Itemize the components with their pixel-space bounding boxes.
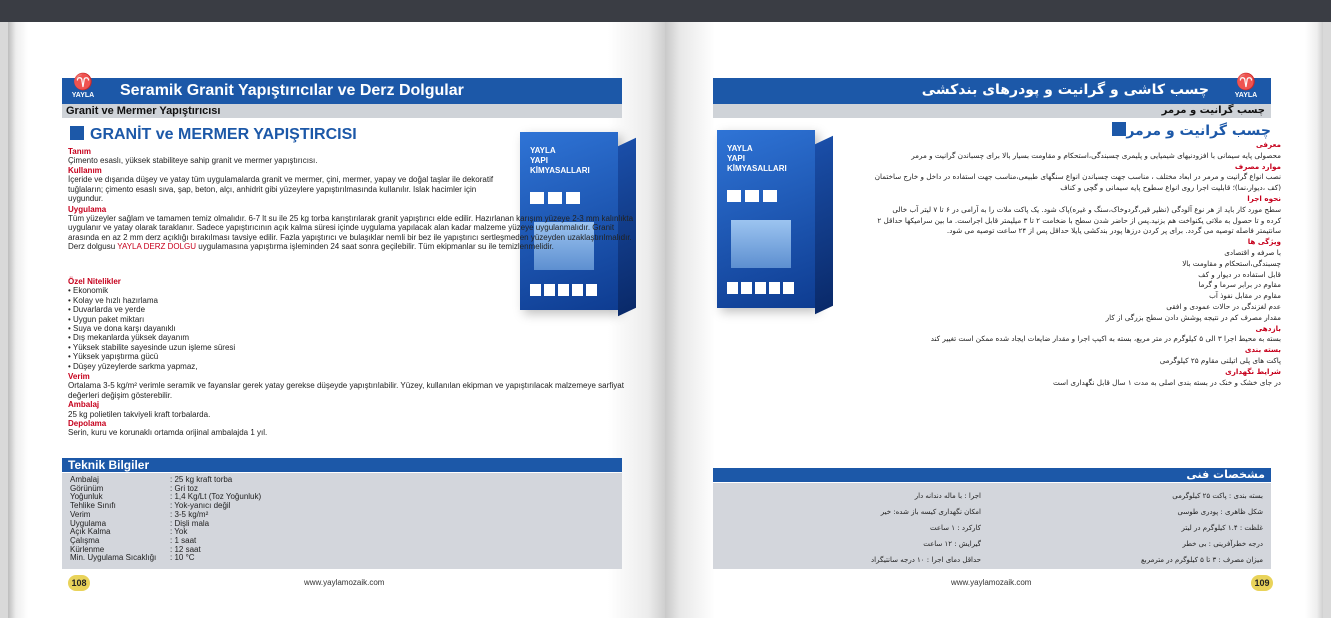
left-page bbox=[8, 22, 665, 618]
table-row: درجه خطرآفرینی : بی خطر bbox=[1182, 540, 1263, 548]
section-title: بازدهی bbox=[1255, 323, 1281, 333]
depolama-text: Serin, kuru ve korunaklı ortamda orijinal ambalajda 1 yıl. bbox=[68, 428, 268, 438]
teknik-col-1 bbox=[1023, 488, 1263, 568]
section-title: موارد مصرف bbox=[1234, 161, 1281, 171]
yayla-logo: ♈ YAYLA bbox=[66, 74, 100, 108]
left-heading: GRANİT ve MERMER YAPIŞTIRCISI bbox=[70, 126, 357, 144]
right-page bbox=[665, 22, 1323, 618]
section-title: بسته بندی bbox=[1244, 345, 1281, 355]
section-title-kullanim: Kullanım bbox=[68, 165, 102, 175]
derz-dolgu-highlight: YAYLA DERZ DOLGU bbox=[117, 242, 197, 252]
teknik-table bbox=[62, 473, 622, 569]
right-teknik-table bbox=[713, 483, 1271, 569]
table-row: Ambalaj : 25 kg kraft torba bbox=[70, 475, 233, 484]
section-title-ambalaj: Ambalaj bbox=[68, 400, 100, 410]
product-box-image: YAYLA YAPI KİMYASALLARI bbox=[717, 130, 815, 308]
list-item: • Kolay ve hızlı hazırlama bbox=[68, 295, 158, 305]
section-title: ویژگی ها bbox=[1247, 237, 1281, 247]
table-row: Yoğunluk : 1,4 Kg/Lt (Toz Yoğunluk) bbox=[70, 492, 262, 502]
section-title: معرفی bbox=[1256, 140, 1281, 149]
right-banner bbox=[713, 74, 1271, 104]
tanim-text: Çimento esaslı, yüksek stabiliteye sahip granit ve mermer yapıştırıcısı. bbox=[68, 156, 318, 166]
table-row: Görünüm : Gri toz bbox=[70, 483, 199, 493]
list-item: • Uygun paket miktarı bbox=[68, 314, 145, 324]
table-row: Uygulama : Dişli mala bbox=[70, 518, 210, 528]
table-row: گیرایش : ۱۲ ساعت bbox=[923, 540, 981, 548]
section-title: شرایط نگهداری bbox=[1225, 366, 1281, 376]
ram-head-icon: ♈ bbox=[73, 74, 93, 91]
list-item: مقاوم در مقابل نفوذ آب bbox=[1209, 291, 1281, 301]
right-teknik-header: مشخصات فنی bbox=[713, 468, 1271, 482]
ram-head-icon: ♈ bbox=[1236, 74, 1256, 91]
section-title-depolama: Depolama bbox=[68, 419, 107, 429]
left-banner-title: Seramik Granit Yapıştırıcılar ve Derz Dolgular bbox=[120, 82, 464, 99]
right-heading: چسب گرانیت و مرمر bbox=[871, 122, 1271, 139]
ozel-list bbox=[68, 286, 368, 371]
table-row: غلظت : ۱.۴ کیلوگرم در لیتر bbox=[1181, 524, 1263, 532]
uygulama-paragraph: Tüm yüzeyler sağlam ve tamamen temiz olmalıdır. 6-7 lt su ile 25 kg torba karıştırılarak granit yapıştırıcı elde edilir. Hazırlanan karışım yüzeye 2-3 mm kalınlıkta uygulanır ve yatay olarak taraklanır. Sadece yapıştırıcının açık kalma süresi içinde uygulama yapılacak alan kadar malzeme yüzeye uygulanmalıdır. Granit arasında en az 2 mm derz açıklığı bırakılması tavsiye edilir. Fazla yapıştırıcı ve bulaşıklar nemli bir bez ile yapıştırıcı sertleşmeden yüzeyden uzaklaştırılmalıdır. Derz dolgusu YAYLA DERZ DOLGU uygulamasına yapıştırma işleminden 24 saat sonra geçilebilir. Tüm ekipmanlar su ile temizlenmelidir. bbox=[68, 214, 634, 252]
list-item: عدم لغزندگی در حالات عمودی و افقی bbox=[1166, 301, 1281, 311]
section-title-ozel: Özel Nitelikler bbox=[68, 277, 121, 286]
right-subtitle: چسب گرانیت و مرمر bbox=[1161, 105, 1265, 116]
list-item: مقدار مصرف کم در نتیجه پوشش دادن سطح بزرگی از کار bbox=[1105, 312, 1281, 322]
table-row: بسته بندی : پاکت ۲۵ کیلوگرمی bbox=[1172, 492, 1263, 500]
right-banner-title: چسب کاشی و گرانیت و پودرهای بندکشی bbox=[921, 82, 1209, 98]
ozel-nitelikler bbox=[68, 277, 368, 371]
teknik-header: Teknik Bilgiler bbox=[62, 458, 622, 472]
list-item: • Yüksek yapıştırma gücü bbox=[68, 352, 159, 362]
table-row: حداقل دمای اجرا : ۱۰ درجه سانتیگراد bbox=[871, 556, 981, 564]
verim-text: Ortalama 3-5 kg/m² verimle seramik ve fayanslar gerek yatay gerekse düşeyde yapıştırılabilir. Yüzey, kullanılan ekipman ve yapıştırılacak malzemeye sarfiyat değerleri değişim gösterebilir. bbox=[68, 381, 624, 400]
section-title-uygulama: Uygulama bbox=[68, 205, 107, 215]
list-item: • Ekonomik bbox=[68, 286, 109, 296]
table-row: Min. Uygulama Sıcaklığı : 10 °C bbox=[70, 553, 195, 563]
building-picture bbox=[731, 220, 791, 268]
ambalaj-text: 25 kg polietilen takviyeli kraft torbalarda. bbox=[68, 409, 211, 419]
left-subtitle: Granit ve Mermer Yapıştırıcısı bbox=[66, 105, 221, 117]
left-body bbox=[68, 147, 508, 215]
teknik-col-2 bbox=[751, 488, 981, 568]
section-title: نحوه اجرا bbox=[1247, 193, 1281, 203]
list-item: • Dış mekanlarda yüksek dayanım bbox=[68, 333, 190, 343]
right-body: معرفی محصولی پایه سیمانی با افزودنیهای شیمیایی و پلیمری چسبندگی،استحکام و مقاومت بسیار بالا برای چسباندن گرانیت و مرمر موارد مصرف نصب انواع گرانیت و مرمر در ابعاد مختلف ، مناسب جهت چسباندن انواع سنگهای طبیعی،مناسب جهت استفاده در داخل و خارج ساختمان (کف ،دیوار،نما)؛ قابلیت اجرا روی انواع سطوح پایه سیمانی و گچی و کناف نحوه اجرا سطح مورد کار باید از هر نوع آلودگی (نظیر قیر،گردوخاک،سنگ و غیره)پاک شود. یک پاکت ملات را به آرامی در ۶ تا ۷ لیتر آب خالی کرده و تا حصول به ملاتی یکنواخت هم بزنید.پس از حاضر شدن سطح با ضخامت ۲ تا ۳ میلیمتر قابل اجراست. ما بین سرامیکها حداقل ۲ سانتیمتر فاصله توصیه می گردد. برای پر کردن درزها پودر بندکشی یایلا حداقل پس از ۲۴ ساعت توصیه می شود. ویژگی ها با صرفه و اقتصادی چسبندگی،استحکام و مقاومت بالا قابل استفاده در دیوار و کف مقاوم در برابر سرما و گرما مقاوم در مقابل نفوذ آب عدم لغزندگی در حالات عمودی و افقی مقدار مصرف کم در نتیجه پوشش دادن سطح بزرگی از کار بازدهی بسته به محیط اجرا ۳ الی ۵ کیلوگرم در متر مربع، بسته به اکیپ اجرا و مقدار ضایعات ایجاد شده ممکن است تغییر کند بسته بندی پاکت های پلی اتیلنی مقاوم ۲۵ کیلوگرمی شرایط نگهداری در جای خشک و خنک در بسته بندی اصلی به مدت ۱ سال قابل نگهداری است bbox=[845, 140, 1281, 388]
brochure-spread bbox=[8, 22, 1323, 618]
left-footer-url: www.yaylamozaik.com bbox=[304, 578, 385, 587]
product-box-image: YAYLA YAPI KİMYASALLARI bbox=[520, 132, 618, 310]
viewer-top-bar bbox=[0, 0, 1331, 22]
table-row: میزان مصرف : ۳ تا ۵ کیلوگرم در مترمربع bbox=[1141, 556, 1263, 564]
list-item: • Düşey yüzeylerde sarkma yapmaz, bbox=[68, 361, 198, 371]
list-item: • Suya ve dona karşı dayanıklı bbox=[68, 324, 176, 334]
yayla-logo: ♈ YAYLA bbox=[1229, 74, 1263, 108]
list-item: قابل استفاده در دیوار و کف bbox=[1198, 269, 1281, 279]
table-row: امکان نگهداری کیسه باز شده: خیر bbox=[880, 508, 981, 516]
list-item: • Yüksek stabilite sayesinde uzun işleme süresi bbox=[68, 342, 236, 352]
list-item: • Duvarlarda ve yerde bbox=[68, 305, 146, 315]
left-subtitle-bar bbox=[62, 104, 622, 118]
table-row: Çalışma : 1 saat bbox=[70, 535, 197, 545]
list-item: با صرفه و اقتصادی bbox=[1224, 247, 1281, 257]
heading-square-icon bbox=[70, 126, 84, 140]
table-row: کارکرد : ۱ ساعت bbox=[929, 524, 981, 532]
list-item: مقاوم در برابر سرما و گرما bbox=[1198, 280, 1281, 290]
verim-block bbox=[68, 372, 634, 438]
left-page-number: 108 bbox=[68, 575, 90, 591]
table-row: شکل ظاهری : پودری طوسی bbox=[1177, 508, 1263, 516]
right-footer-url: www.yaylamozaik.com bbox=[951, 578, 1032, 587]
section-title-verim: Verim bbox=[68, 372, 90, 381]
table-row: اجرا : با ماله دندانه دار bbox=[914, 492, 981, 500]
heading-square-icon bbox=[1112, 122, 1126, 136]
section-title-tanim: Tanım bbox=[68, 147, 91, 156]
table-row: Verim : 3-5 kg/m² bbox=[70, 509, 209, 519]
right-page-number: 109 bbox=[1251, 575, 1273, 591]
table-row: Tehlike Sınıfı : Yok-yanıcı değil bbox=[70, 501, 231, 511]
table-row: Kürlenme : 12 saat bbox=[70, 544, 201, 554]
table-row: Açık Kalma : Yok bbox=[70, 527, 188, 537]
right-subtitle-bar bbox=[713, 104, 1271, 118]
kullanim-text: İçeride ve dışarıda düşey ve yatay tüm uygulamalarda granit ve mermer, çini, mermer, yapay ve doğal taşlar ile dekoratif tuğlaların; çimento esaslı sıva, şap, beton, alçı, anhidrit gibi yüzeylere yapıştırılmasında kullanılır. Islak hacimler için uygundur. bbox=[68, 175, 494, 204]
list-item: چسبندگی،استحکام و مقاومت بالا bbox=[1182, 258, 1281, 268]
left-banner bbox=[62, 74, 622, 104]
